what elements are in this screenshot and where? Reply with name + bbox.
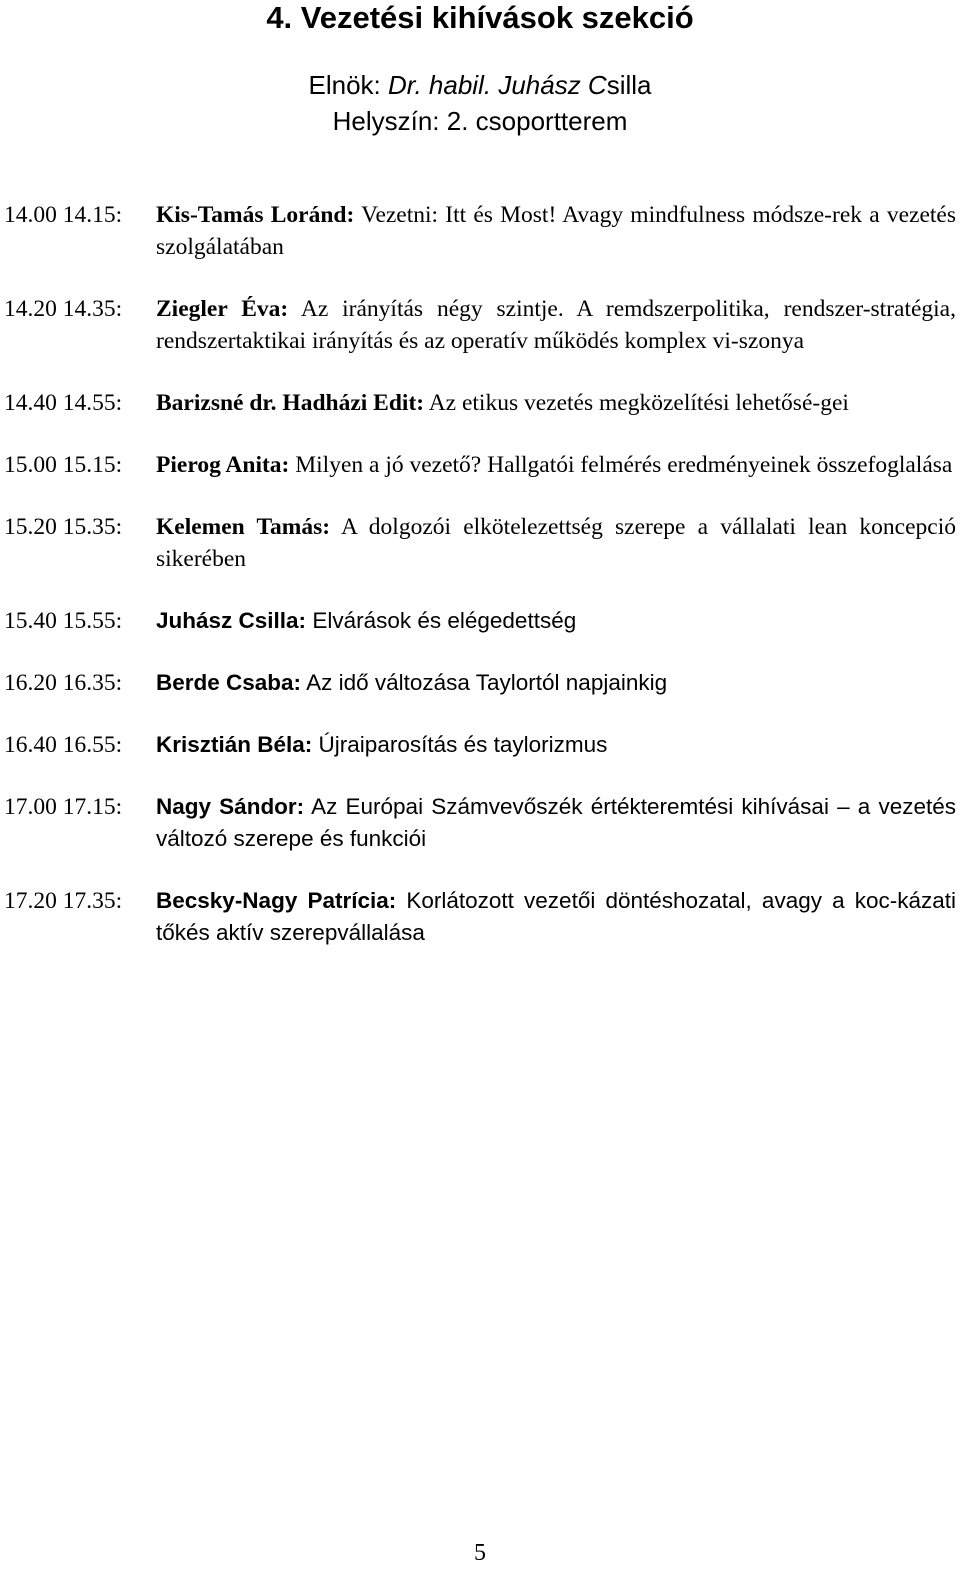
agenda-talk-title: Az idő változása Taylortól napjainkig [301, 670, 668, 695]
agenda-description [156, 449, 956, 481]
agenda-time: 15.20 15.35: [4, 514, 123, 540]
agenda-speaker: Becsky-Nagy Patrícia: [156, 888, 397, 913]
agenda-talk-title: A dolgozói elkötelezettség szerepe a vállalati lean koncepció sikerében [156, 514, 956, 572]
venue-line: Helyszín: 2. csoportterem [332, 106, 628, 136]
agenda-item [4, 605, 956, 637]
agenda-talk-title: Milyen a jó vezető? Hallgatói felmérés eredményeinek összefoglalása [289, 452, 953, 478]
agenda-talk-title: Az Európai Számvevőszék értékteremtési kihívásai – a vezetés változó szerepe és funkciói [156, 794, 956, 851]
agenda-item [4, 511, 956, 575]
chair-surname: Juhász C [498, 70, 607, 100]
agenda-description [156, 387, 956, 419]
agenda-time: 14.40 14.55: [4, 390, 123, 416]
agenda-speaker: Nagy Sándor: [156, 794, 305, 819]
agenda-talk-title: Az irányítás négy szintje. A remdszerpolitika, rendszer-stratégia, rendszertaktikai irányítás és az operatív működés komplex vi-szonya [156, 296, 956, 354]
agenda-time: 17.00 17.15: [4, 794, 123, 820]
agenda-talk-title: Az etikus vezetés megközelítési lehetősé-gei [424, 390, 849, 416]
agenda-speaker: Barizsné dr. Hadházi Edit: [156, 390, 425, 416]
agenda-item [4, 791, 956, 855]
agenda-speaker: Ziegler Éva: [156, 296, 289, 322]
agenda-speaker: Kelemen Tamás: [156, 514, 331, 540]
agenda-time: 14.00 14.15: [4, 202, 123, 228]
agenda-time: 16.20 16.35: [4, 670, 123, 696]
agenda-description [156, 293, 956, 357]
agenda-item [4, 449, 956, 481]
agenda-speaker: Juhász Csilla: [156, 608, 307, 633]
agenda-description [156, 885, 956, 949]
agenda-item [4, 293, 956, 357]
agenda-speaker: Pierog Anita: [156, 452, 290, 478]
agenda-description [156, 729, 956, 761]
agenda-talk-title: Újraiparosítás és taylorizmus [312, 732, 608, 757]
chair-line [0, 68, 960, 102]
agenda-item [4, 667, 956, 699]
chair-title: Dr. habil. [388, 70, 492, 100]
agenda-time: 17.20 17.35: [4, 888, 123, 914]
agenda-item [4, 729, 956, 761]
agenda-talk-title: Elvárások és elégedettség [306, 608, 577, 633]
agenda-item [4, 387, 956, 419]
agenda-description [156, 605, 956, 637]
agenda-time: 16.40 16.55: [4, 732, 123, 758]
chair-given-rest: silla [606, 70, 652, 100]
section-title: 4. Vezetési kihívások szekció [266, 0, 694, 35]
agenda-description [156, 199, 956, 263]
agenda-list [4, 199, 956, 949]
page-number: 5 [474, 1540, 486, 1566]
agenda-item [4, 885, 956, 949]
agenda-speaker: Krisztián Béla: [156, 732, 313, 757]
agenda-talk-title: Vezetni: Itt és Most! Avagy mindfulness módsze-rek a vezetés szolgálatában [156, 202, 956, 260]
agenda-description [156, 511, 956, 575]
agenda-description [156, 791, 956, 855]
agenda-time: 15.40 15.55: [4, 608, 123, 634]
agenda-description [156, 667, 956, 699]
agenda-talk-title: Korlátozott vezetői döntéshozatal, avagy a koc-kázati tőkés aktív szerepvállalása [156, 888, 956, 945]
agenda-speaker: Kis-Tamás Loránd: [156, 202, 355, 228]
agenda-speaker: Berde Csaba: [156, 670, 302, 695]
agenda-time: 14.20 14.35: [4, 296, 123, 322]
agenda-time: 15.00 15.15: [4, 452, 123, 478]
chair-label: Elnök: [308, 70, 381, 100]
agenda-item [4, 199, 956, 263]
